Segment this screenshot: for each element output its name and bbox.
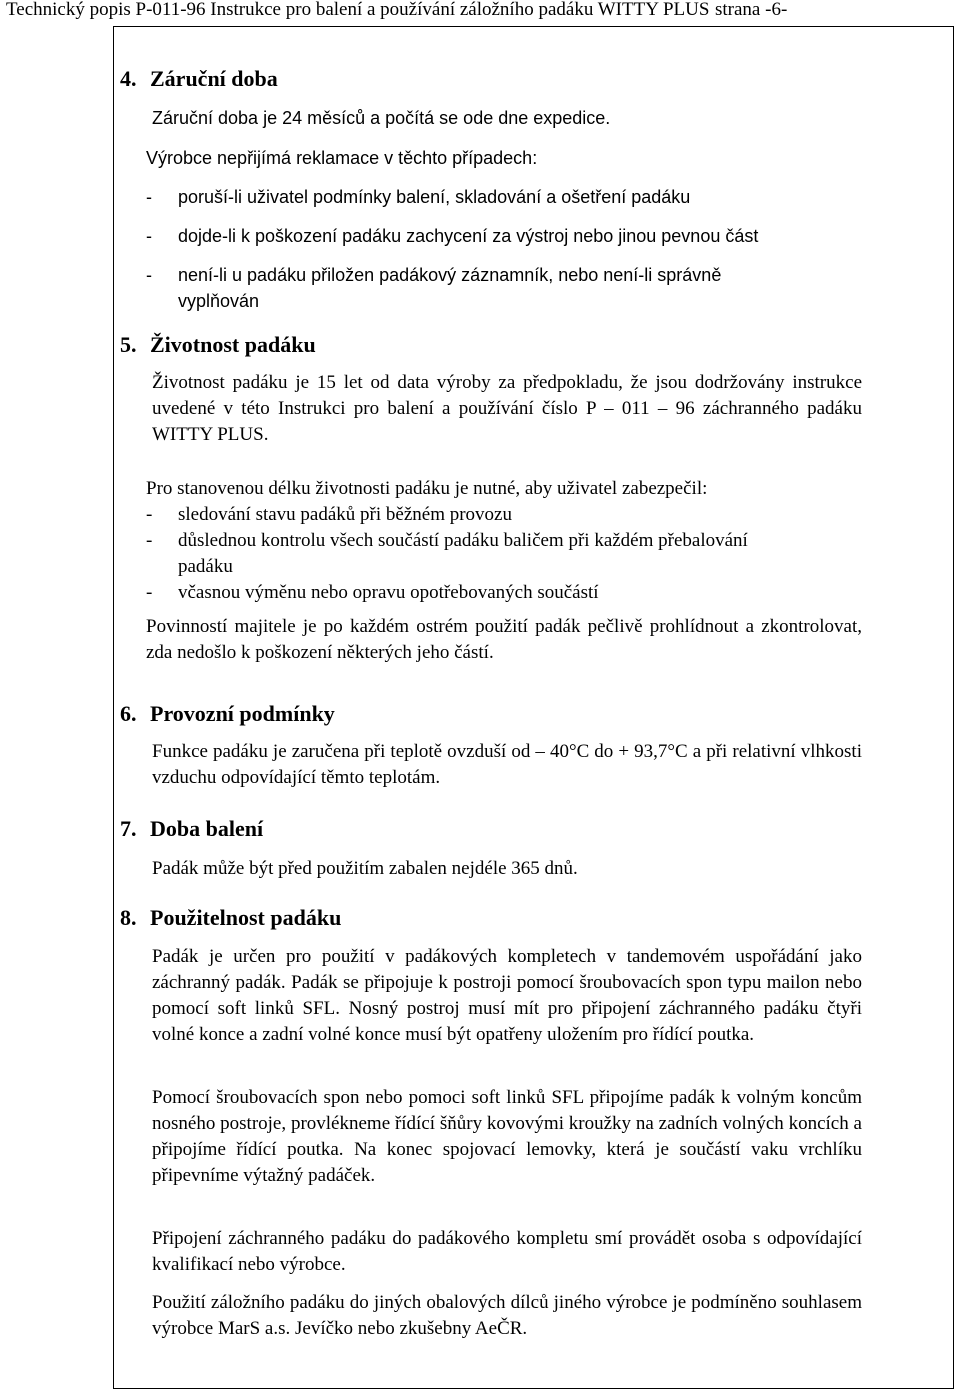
list-item: - dojde-li k poškození padáku zachycení za výstroj nebo jinou pevnou část <box>146 226 759 246</box>
document-title: Technický popis P-011-96 Instrukce pro balení a používání záložního padáku WITTY PLUS <box>6 0 710 20</box>
complaints-list <box>146 145 846 314</box>
list-item: - sledování stavu padáků při běžném provozu <box>146 504 512 525</box>
lifetime-paragraph: Životnost padáku je 15 let od data výroby za předpokladu, že jsou dodržovány instrukce uvedené v této Instrukci pro balení a používání číslo P – 011 – 96 záchranného padáku WITTY PLUS. <box>152 372 862 445</box>
list-item: - důslednou kontrolu všech součástí padáku baličem při každém přebalování <box>146 530 748 551</box>
owner-duty-paragraph: Povinností majitele je po každém ostrém použití padák pečlivě prohlídnout a zkontrolovat, zda nedošlo k poškození některých jeho částí. <box>146 616 862 663</box>
usability-paragraph-1: Padák je určen pro použití v padákových kompletech v tandemovém uspořádání jako záchranný padák. Padák se připojuje k postroji pomocí šroubovacích spon typu mailon nebo pomocí soft linků SFL. Nosný postroj musí mít pro připojení záchranného padáku čtyři volné konce a zadní volné konce musí být opatřeny uložením pro řídící poutka. <box>152 946 862 1045</box>
list-item: - poruší-li uživatel podmínky balení, skladování a ošetření padáku <box>146 187 691 207</box>
section-4-heading: 4. Záruční doba <box>120 66 278 91</box>
list-item-continuation: vyplňován <box>178 291 260 311</box>
list-item-continuation: padáku <box>178 556 233 577</box>
requirements-intro: Pro stanovenou délku životnosti padáku je nutné, aby uživatel zabezpečil: <box>146 478 708 499</box>
section-8-heading: 8. Použitelnost padáku <box>120 905 342 930</box>
complaints-intro: Výrobce nepřijímá reklamace v těchto případech: <box>146 148 538 168</box>
section-6-heading: 6. Provozní podmínky <box>120 701 335 726</box>
usability-paragraph-2: Pomocí šroubovacích spon nebo pomoci soft linků SFL připojíme padák k volným koncům nosného postroje, provlékneme řídící šňůry kovovými kroužky na zadních volných koncích a připojíme řídící poutka. Na konec spojovací lemovky, která je součástí vaku vrchlíku připevníme výtažný padáček. <box>152 1087 862 1186</box>
list-item: - není-li u padáku přiložen padákový záznamník, nebo není-li správně <box>146 265 722 285</box>
usability-paragraph-4: Použití záložního padáku do jiných obalových dílců jiného výrobce je podmíněno souhlasem výrobce MarS a.s. Jevíčko nebo zkušebny AeČR. <box>152 1292 862 1339</box>
packing-period-text: Padák může být před použitím zabalen nejdéle 365 dnů. <box>152 858 578 879</box>
section-5-heading: 5. Životnost padáku <box>120 332 316 357</box>
section-7-heading: 7. Doba balení <box>120 816 264 841</box>
page-number: strana -6- <box>715 0 788 20</box>
warranty-period-text: Záruční doba je 24 měsíců a počítá se ode dne expedice. <box>152 108 611 128</box>
operating-conditions-text: Funkce padáku je zaručena při teplotě ovzduší od – 40°C do + 93,7°C a při relativní vlhkosti vzduchu odpovídající těmto teplotám. <box>152 741 862 788</box>
list-item: - včasnou výměnu nebo opravu opotřebovaných součástí <box>146 582 599 603</box>
page-header <box>6 0 946 20</box>
lifetime-requirements <box>146 476 862 606</box>
usability-paragraph-3: Připojení záchranného padáku do padákového kompletu smí provádět osoba s odpovídající kvalifikací nebo výrobce. <box>152 1228 862 1275</box>
